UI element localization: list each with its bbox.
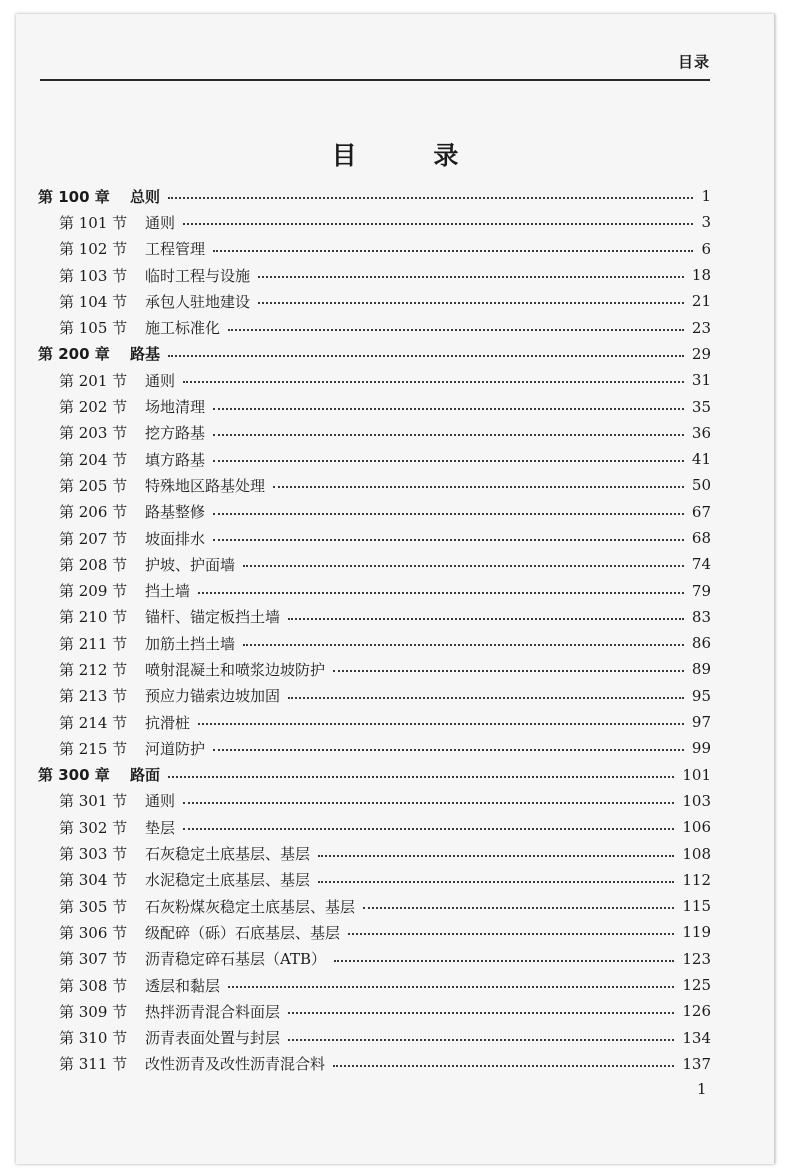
entry-title: 路基: [130, 345, 161, 364]
entry-page-number: 106: [682, 818, 711, 837]
dot-leader: [183, 828, 674, 830]
entry-number: 第 105 节: [59, 319, 128, 338]
entry-number: 第 200 章: [38, 345, 110, 364]
entry-title: 路基整修: [145, 503, 206, 522]
toc-section-entry: [38, 1051, 711, 1077]
entry-title: 总则: [130, 187, 161, 206]
toc-section-entry: [38, 446, 711, 472]
toc-section-entry: [38, 499, 711, 525]
entry-number: 第 300 章: [38, 766, 110, 785]
toc-section-entry: [38, 236, 711, 262]
entry-page-number: 41: [691, 450, 711, 469]
entry-page-number: 74: [691, 555, 711, 574]
dot-leader: [213, 250, 693, 252]
entry-page-number: 79: [691, 581, 711, 600]
toc-title: 目 录: [331, 141, 493, 170]
entry-title: 场地清理: [145, 398, 206, 417]
entry-title: 垫层: [145, 818, 176, 837]
dot-leader: [213, 434, 684, 436]
entry-number: 第 102 节: [59, 240, 128, 259]
dot-leader: [168, 197, 693, 199]
entry-number: 第 212 节: [59, 660, 128, 679]
toc-section-entry: [38, 577, 711, 603]
entry-title: 坡面排水: [145, 529, 206, 548]
entry-title: 路面: [130, 766, 161, 785]
entry-page-number: 115: [682, 897, 711, 916]
entry-page-number: 50: [691, 476, 711, 495]
toc-section-entry: [38, 972, 711, 998]
toc-section-entry: [38, 893, 711, 919]
entry-number: 第 310 节: [59, 1029, 128, 1048]
entry-page-number: 99: [691, 739, 711, 758]
toc-section-entry: [38, 867, 711, 893]
dot-leader: [213, 539, 684, 541]
entry-number: 第 211 节: [59, 634, 128, 653]
entry-page-number: 97: [691, 713, 711, 732]
entry-title: 石灰稳定土底基层、基层: [145, 845, 311, 864]
toc-chapter-entry: [38, 183, 711, 209]
toc-section-entry: [38, 551, 711, 577]
toc-section-entry: [38, 1025, 711, 1051]
entry-page-number: 29: [691, 344, 711, 363]
entry-page-number: 123: [682, 949, 711, 968]
entry-title: 预应力锚索边坡加固: [145, 687, 281, 706]
entry-page-number: 108: [682, 844, 711, 863]
dot-leader: [318, 855, 674, 857]
entry-title: 热拌沥青混合料面层: [145, 1002, 281, 1021]
entry-page-number: 36: [691, 423, 711, 442]
entry-number: 第 210 节: [59, 608, 128, 627]
entry-title: 通则: [145, 371, 176, 390]
toc-chapter-entry: [38, 341, 711, 367]
entry-number: 第 305 节: [59, 897, 128, 916]
entry-title: 沥青稳定碎石基层（ATB）: [145, 950, 327, 969]
entry-page-number: 83: [691, 607, 711, 626]
dot-leader: [228, 986, 674, 988]
dot-leader: [333, 1065, 674, 1067]
toc-section-entry: [38, 525, 711, 551]
entry-page-number: 1: [701, 187, 711, 206]
dot-leader: [213, 749, 684, 751]
toc-section-entry: [38, 393, 711, 419]
entry-page-number: 31: [691, 371, 711, 390]
running-head-text: 目录: [677, 53, 710, 71]
toc-section-entry: [38, 314, 711, 340]
dot-leader: [258, 302, 684, 304]
entry-title: 施工标准化: [145, 319, 221, 338]
entry-number: 第 202 节: [59, 398, 128, 417]
entry-title: 临时工程与设施: [145, 266, 251, 285]
toc-section-entry: [38, 709, 711, 735]
toc-section-entry: [38, 814, 711, 840]
dot-leader: [243, 644, 684, 646]
dot-leader: [213, 460, 684, 462]
entry-number: 第 101 节: [59, 213, 128, 232]
dot-leader: [228, 329, 684, 331]
dot-leader: [198, 723, 684, 725]
toc-section-entry: [38, 209, 711, 235]
toc-section-entry: [38, 998, 711, 1024]
entry-title: 级配碎（砾）石底基层、基层: [145, 923, 341, 942]
entry-page-number: 18: [691, 266, 711, 285]
entry-title: 通则: [145, 213, 176, 232]
toc-section-entry: [38, 840, 711, 866]
toc-chapter-entry: [38, 762, 711, 788]
entry-number: 第 303 节: [59, 845, 128, 864]
entry-title: 护坡、护面墙: [145, 555, 236, 574]
toc-section-entry: [38, 472, 711, 498]
entry-title: 通则: [145, 792, 176, 811]
entry-page-number: 6: [701, 239, 711, 258]
entry-number: 第 309 节: [59, 1002, 128, 1021]
dot-leader: [258, 276, 684, 278]
entry-number: 第 205 节: [59, 476, 128, 495]
dot-leader: [363, 907, 674, 909]
dot-leader: [183, 381, 684, 383]
entry-title: 石灰粉煤灰稳定土底基层、基层: [145, 897, 356, 916]
entry-page-number: 3: [701, 213, 711, 232]
entry-number: 第 204 节: [59, 450, 128, 469]
toc-section-entry: [38, 288, 711, 314]
entry-number: 第 206 节: [59, 503, 128, 522]
entry-number: 第 207 节: [59, 529, 128, 548]
entry-page-number: 35: [691, 397, 711, 416]
toc-section-entry: [38, 683, 711, 709]
entry-number: 第 215 节: [59, 739, 128, 758]
toc-section-entry: [38, 946, 711, 972]
dot-leader: [288, 697, 684, 699]
dot-leader: [348, 933, 674, 935]
entry-page-number: 95: [691, 686, 711, 705]
entry-number: 第 301 节: [59, 792, 128, 811]
entry-number: 第 307 节: [59, 950, 128, 969]
entry-title: 喷射混凝土和喷浆边坡防护: [145, 660, 326, 679]
dot-leader: [288, 618, 684, 620]
entry-page-number: 89: [691, 660, 711, 679]
dot-leader: [198, 592, 684, 594]
entry-title: 透层和黏层: [145, 976, 221, 995]
entry-number: 第 308 节: [59, 976, 128, 995]
dot-leader: [183, 223, 693, 225]
entry-title: 锚杆、锚定板挡土墙: [145, 608, 281, 627]
entry-title: 沥青表面处置与封层: [145, 1029, 281, 1048]
entry-page-number: 101: [682, 765, 711, 784]
entry-number: 第 103 节: [59, 266, 128, 285]
table-of-contents: [38, 183, 711, 1077]
entry-number: 第 214 节: [59, 713, 128, 732]
dot-leader: [288, 1039, 674, 1041]
toc-section-entry: [38, 367, 711, 393]
entry-title: 抗滑桩: [145, 713, 191, 732]
toc-section-entry: [38, 262, 711, 288]
entry-page-number: 126: [682, 1002, 711, 1021]
entry-title: 承包人驻地建设: [145, 292, 251, 311]
entry-page-number: 125: [682, 976, 711, 995]
entry-number: 第 311 节: [59, 1055, 128, 1074]
toc-section-entry: [38, 420, 711, 446]
entry-title: 挖方路基: [145, 424, 206, 443]
toc-section-entry: [38, 919, 711, 945]
toc-section-entry: [38, 630, 711, 656]
toc-section-entry: [38, 604, 711, 630]
dot-leader: [318, 881, 674, 883]
entry-number: 第 213 节: [59, 687, 128, 706]
entry-page-number: 119: [682, 923, 711, 942]
entry-title: 水泥稳定土底基层、基层: [145, 871, 311, 890]
entry-page-number: 86: [691, 634, 711, 653]
entry-page-number: 103: [682, 791, 711, 810]
dot-leader: [288, 1012, 674, 1014]
entry-page-number: 23: [691, 318, 711, 337]
page-number: 1: [697, 1080, 707, 1098]
dot-leader: [168, 776, 674, 778]
entry-number: 第 306 节: [59, 923, 128, 942]
toc-section-entry: [38, 735, 711, 761]
entry-title: 工程管理: [145, 240, 206, 259]
dot-leader: [273, 486, 684, 488]
entry-number: 第 100 章: [38, 187, 110, 206]
entry-title: 填方路基: [145, 450, 206, 469]
dot-leader: [243, 565, 684, 567]
entry-number: 第 203 节: [59, 424, 128, 443]
entry-page-number: 21: [691, 292, 711, 311]
dot-leader: [334, 960, 674, 962]
dot-leader: [333, 670, 684, 672]
entry-page-number: 137: [682, 1054, 711, 1073]
entry-page-number: 68: [691, 529, 711, 547]
dot-leader: [213, 408, 684, 410]
running-header: [40, 51, 710, 81]
entry-title: 特殊地区路基处理: [145, 476, 266, 495]
entry-title: 挡土墙: [145, 582, 191, 601]
entry-number: 第 201 节: [59, 371, 128, 390]
toc-section-entry: [38, 788, 711, 814]
dot-leader: [183, 802, 674, 804]
entry-number: 第 209 节: [59, 582, 128, 601]
entry-number: 第 304 节: [59, 871, 128, 890]
entry-number: 第 208 节: [59, 555, 128, 574]
entry-number: 第 302 节: [59, 818, 128, 837]
entry-title: 改性沥青及改性沥青混合料: [145, 1055, 326, 1074]
entry-page-number: 134: [682, 1028, 711, 1047]
entry-page-number: 112: [682, 870, 711, 889]
dot-leader: [168, 355, 684, 357]
entry-number: 第 104 节: [59, 292, 128, 311]
dot-leader: [213, 513, 684, 515]
toc-section-entry: [38, 656, 711, 682]
entry-title: 加筋土挡土墙: [145, 634, 236, 653]
entry-title: 河道防护: [145, 739, 206, 758]
entry-page-number: 67: [691, 502, 711, 521]
